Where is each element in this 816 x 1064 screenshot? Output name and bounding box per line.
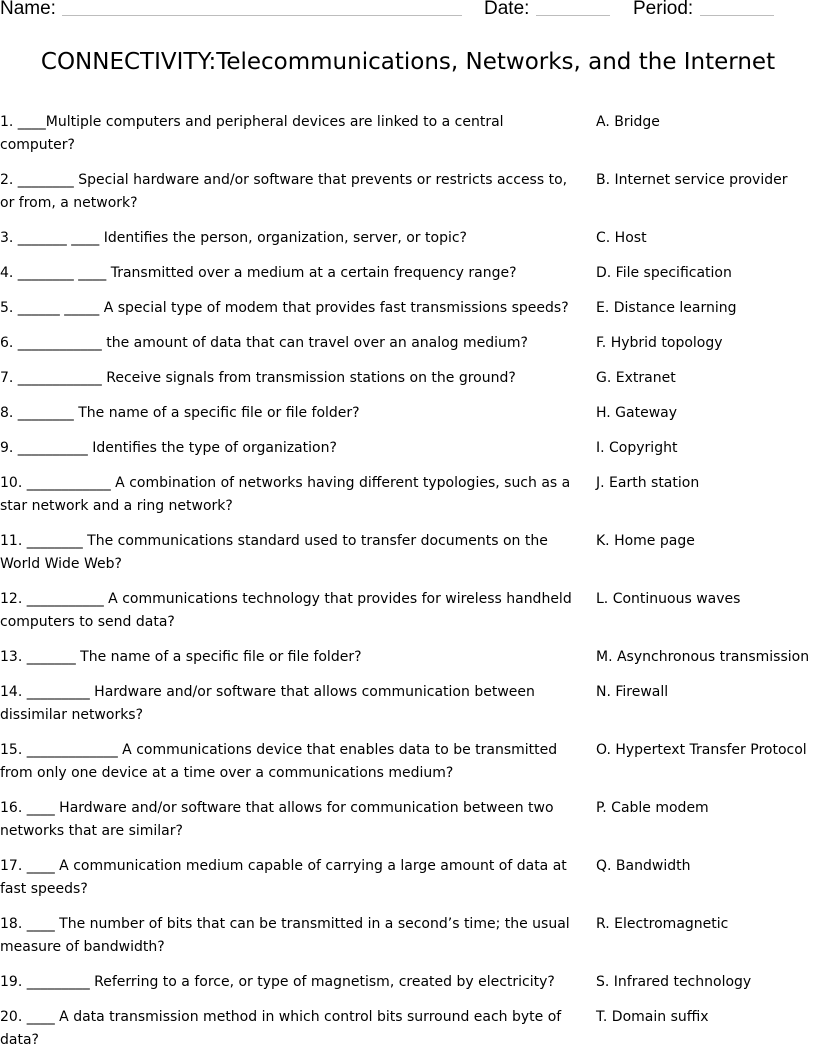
question-text: 14. _________ Hardware and/or software that allows communication between dissimilar networks? — [0, 684, 535, 723]
answer-option: H. Gateway — [596, 405, 678, 421]
answer-option: B. Internet service provider — [596, 172, 788, 188]
answer-option: I. Copyright — [596, 440, 678, 456]
answer-option: T. Domain suffix — [596, 1009, 709, 1025]
question-text: 2. ________ Special hardware and/or software that prevents or restricts access to, or from, a network? — [0, 172, 568, 211]
list-item — [0, 367, 816, 390]
list-item — [0, 437, 816, 460]
answer-option: S. Infrared technology — [596, 974, 752, 990]
answer-option: R. Electromagnetic — [596, 916, 729, 932]
header-fields — [0, 0, 816, 24]
list-item — [0, 530, 816, 576]
answer-option: O. Hypertext Transfer Protocol — [596, 742, 807, 758]
answer-option: F. Hybrid topology — [596, 335, 723, 351]
name-label: Name: — [0, 0, 56, 19]
question-text: 12. ___________ A communications technology that provides for wireless handheld computers to send data? — [0, 591, 572, 630]
question-text: 18. ____ The number of bits that can be transmitted in a second’s time; the usual measure of bandwidth? — [0, 916, 570, 955]
question-text: 1. ____Multiple computers and peripheral devices are linked to a central computer? — [0, 114, 504, 153]
period-label: Period: — [633, 0, 694, 19]
answer-option: E. Distance learning — [596, 300, 737, 316]
list-item — [0, 402, 816, 425]
answer-option: K. Home page — [596, 533, 695, 549]
list-item — [0, 739, 816, 785]
answer-option: C. Host — [596, 230, 647, 246]
date-line[interactable] — [536, 15, 610, 16]
answer-option: M. Asynchronous transmission — [596, 649, 810, 665]
list-item — [0, 681, 816, 727]
list-item — [0, 227, 816, 250]
list-item — [0, 169, 816, 215]
question-text: 17. ____ A communication medium capable of carrying a large amount of data at fast speeds? — [0, 858, 567, 897]
question-text: 9. __________ Identifies the type of organization? — [0, 440, 337, 456]
answer-option: Q. Bandwidth — [596, 858, 691, 874]
date-label: Date: — [484, 0, 530, 19]
list-item — [0, 646, 816, 669]
list-item — [0, 913, 816, 959]
answer-option: P. Cable modem — [596, 800, 709, 816]
list-item — [0, 855, 816, 901]
list-item — [0, 111, 816, 157]
question-text: 4. ________ ____ Transmitted over a medium at a certain frequency range? — [0, 265, 517, 281]
list-item — [0, 297, 816, 320]
question-text: 15. _____________ A communications device that enables data to be transmitted from only one device at a time over a communications medium? — [0, 742, 558, 781]
question-text: 19. _________ Referring to a force, or type of magnetism, created by electricity? — [0, 974, 555, 990]
list-item — [0, 797, 816, 843]
name-line[interactable] — [62, 15, 462, 16]
question-text: 7. ____________ Receive signals from transmission stations on the ground? — [0, 370, 516, 386]
matching-list — [0, 111, 816, 1064]
answer-option: G. Extranet — [596, 370, 676, 386]
list-item — [0, 472, 816, 518]
list-item — [0, 588, 816, 634]
question-text: 5. ______ _____ A special type of modem that provides fast transmissions speeds? — [0, 300, 569, 316]
question-text: 20. ____ A data transmission method in which control bits surround each byte of data? — [0, 1009, 562, 1048]
question-text: 10. ____________ A combination of networks having different typologies, such as a star network and a ring network? — [0, 475, 571, 514]
answer-option: D. File specification — [596, 265, 732, 281]
answer-option: N. Firewall — [596, 684, 669, 700]
list-item — [0, 1006, 816, 1052]
question-text: 8. ________ The name of a specific file or file folder? — [0, 405, 360, 421]
question-text: 11. ________ The communications standard used to transfer documents on the World Wide Web? — [0, 533, 548, 572]
question-text: 6. ____________ the amount of data that can travel over an analog medium? — [0, 335, 528, 351]
page-title: CONNECTIVITY:Telecommunications, Networks, and the Internet — [40, 49, 776, 75]
answer-option: A. Bridge — [596, 114, 660, 130]
list-item — [0, 262, 816, 285]
answer-option: J. Earth station — [596, 475, 700, 491]
answer-option: L. Continuous waves — [596, 591, 741, 607]
period-line[interactable] — [700, 15, 774, 16]
question-text: 16. ____ Hardware and/or software that allows for communication between two networks that are similar? — [0, 800, 554, 839]
list-item — [0, 971, 816, 994]
question-text: 13. _______ The name of a specific file or file folder? — [0, 649, 362, 665]
question-text: 3. _______ ____ Identifies the person, organization, server, or topic? — [0, 230, 467, 246]
list-item — [0, 332, 816, 355]
